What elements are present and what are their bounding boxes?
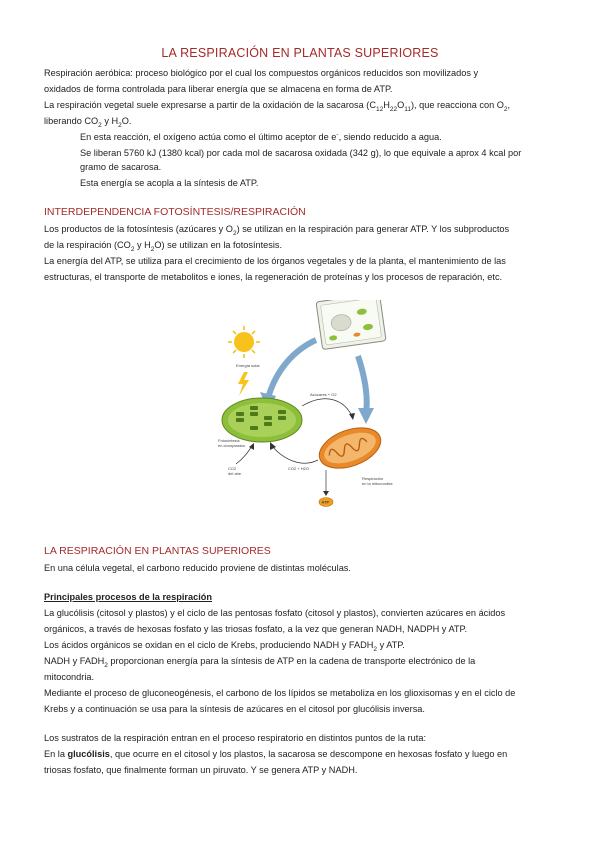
arrow-cell-to-chloroplast bbox=[268, 340, 316, 398]
s3-p1: La glucólisis (citosol y plastos) y el ciclo de las pentosas fosfato (citosol y plastos), convierten azúcares en ácidos bbox=[44, 608, 506, 618]
s3-p5: mitocondria. bbox=[44, 672, 95, 682]
arrow-co2-h2o-head bbox=[270, 442, 276, 450]
arrow-co2-air bbox=[236, 446, 252, 464]
s3-p2: orgánicos, a través de hexosas fosfato y las triosas fosfato, a la vez que generan NADH, NADPH y ATP. bbox=[44, 624, 468, 634]
sugars-label: Azúcares + O2 bbox=[310, 392, 337, 397]
s3-subheading: Principales procesos de la respiración bbox=[44, 592, 212, 602]
lightning-icon bbox=[238, 372, 249, 396]
atp-label: ATP bbox=[321, 499, 330, 505]
intro-bullet-2b: gramo de sacarosa. bbox=[80, 162, 162, 172]
arrow-sugars bbox=[302, 399, 352, 416]
intro-bullet-2a: Se liberan 5760 kJ (1380 kcal) por cada mol de sacarosa oxidada (342 g), lo que equivale a aprox 4 kcal por bbox=[80, 148, 522, 158]
arrow-atp-head bbox=[323, 491, 329, 496]
plant-cell-icon bbox=[316, 300, 386, 350]
intro-bullet-1: En esta reacción, el oxígeno actúa como el último aceptor de e-, siendo reducido a agua. bbox=[80, 130, 442, 142]
intro-bullet-3: Esta energía se acopla a la síntesis de ATP. bbox=[80, 178, 259, 188]
s3-line-1: En una célula vegetal, el carbono reducido proviene de distintas moléculas. bbox=[44, 563, 351, 573]
s3-p7: Krebs y a continuación se usa para la síntesis de azúcares en el citosol por glucólisis inversa. bbox=[44, 704, 425, 714]
arrow-sugars-head bbox=[349, 413, 355, 420]
section-heading-respiration: LA RESPIRACIÓN EN PLANTAS SUPERIORES bbox=[44, 545, 271, 557]
s3-p9: En la glucólisis, que ocurre en el citosol y los plastos, la sacarosa se descompone en hexosas fosfato y luego en bbox=[44, 749, 508, 759]
intro-line-2: oxidados de forma controlada para liberar energía que se almacena en forma de ATP. bbox=[44, 84, 393, 94]
co2-air-label-1: CO2 bbox=[228, 466, 237, 471]
s2-line-2: de la respiración ($CO_2$ y $H_2O$) se utilizan en la fotosíntesis. bbox=[44, 240, 283, 253]
chloroplast-label-1: Fotosíntesis bbox=[218, 438, 240, 443]
s3-p3: Los ácidos orgánicos se oxidan en el ciclo de Krebs, produciendo NADH y $FADH_2$ y ATP. bbox=[44, 640, 405, 653]
co2-h2o-label: CO2 + H2O bbox=[288, 466, 310, 471]
sun-icon bbox=[228, 326, 260, 358]
intro-line-3: La respiración vegetal suele expresarse a partir de la oxidación de la sacarosa $(C_{12}H_{22}O_{11})$, que reacciona con $O_2$, bbox=[44, 100, 511, 113]
s2-line-3: La energía del ATP, se utiliza para el crecimiento de los órganos vegetales y de la planta, el mantenimiento de las bbox=[44, 256, 506, 266]
page-title: LA RESPIRACIÓN EN PLANTAS SUPERIORES bbox=[161, 46, 439, 60]
mitochondria-icon bbox=[314, 420, 386, 476]
s3-p10: triosas fosfato, que finalmente forman un piruvato. Y se genera ATP y NADH. bbox=[44, 765, 358, 775]
s3-p8: Los sustratos de la respiración entran en el proceso respiratorio en distintos puntos de la ruta: bbox=[44, 733, 427, 743]
s3-p4: NADH y $FADH_2$ proporcionan energía para la síntesis de ATP en la cadena de transporte electrónico de la bbox=[44, 656, 476, 669]
s3-p6: Mediante el proceso de gluconeogénesis, el carbono de los lípidos se metaboliza en los glioxisomas y en el ciclo de bbox=[44, 688, 516, 698]
chloroplast-icon bbox=[222, 398, 302, 442]
sun-label: Energía solar bbox=[236, 363, 260, 368]
intro-line-4: liberando $CO_2$ y $H_2O$. bbox=[44, 116, 132, 129]
mitochondria-label-1: Respiración bbox=[362, 476, 384, 481]
arrow-co2-h2o bbox=[272, 446, 318, 463]
section-heading-interdependence: INTERDEPENDENCIA FOTOSÍNTESIS/RESPIRACIÓN bbox=[44, 206, 306, 218]
photosynthesis-respiration-diagram bbox=[206, 300, 402, 512]
s2-line-1: Los productos de la fotosíntesis (azúcares y $O_2$) se utilizan en la respiración para generar ATP. Y los subproductos bbox=[44, 224, 510, 237]
chloroplast-label-2: en cloroplastos bbox=[218, 443, 245, 448]
s2-line-4: estructuras, el transporte de metabolitos e iones, la regeneración de proteínas y los procesos de reparación, etc. bbox=[44, 272, 503, 282]
arrow-cell-to-mitochondria bbox=[358, 356, 367, 412]
intro-line-1: Respiración aeróbica: proceso biológico por el cual los compuestos orgánicos reducidos son movilizados y bbox=[44, 68, 479, 78]
arrow-head-right bbox=[358, 408, 374, 424]
co2-air-label-2: del aire bbox=[228, 471, 242, 476]
mitochondria-label-2: en la mitocondria bbox=[362, 481, 393, 486]
